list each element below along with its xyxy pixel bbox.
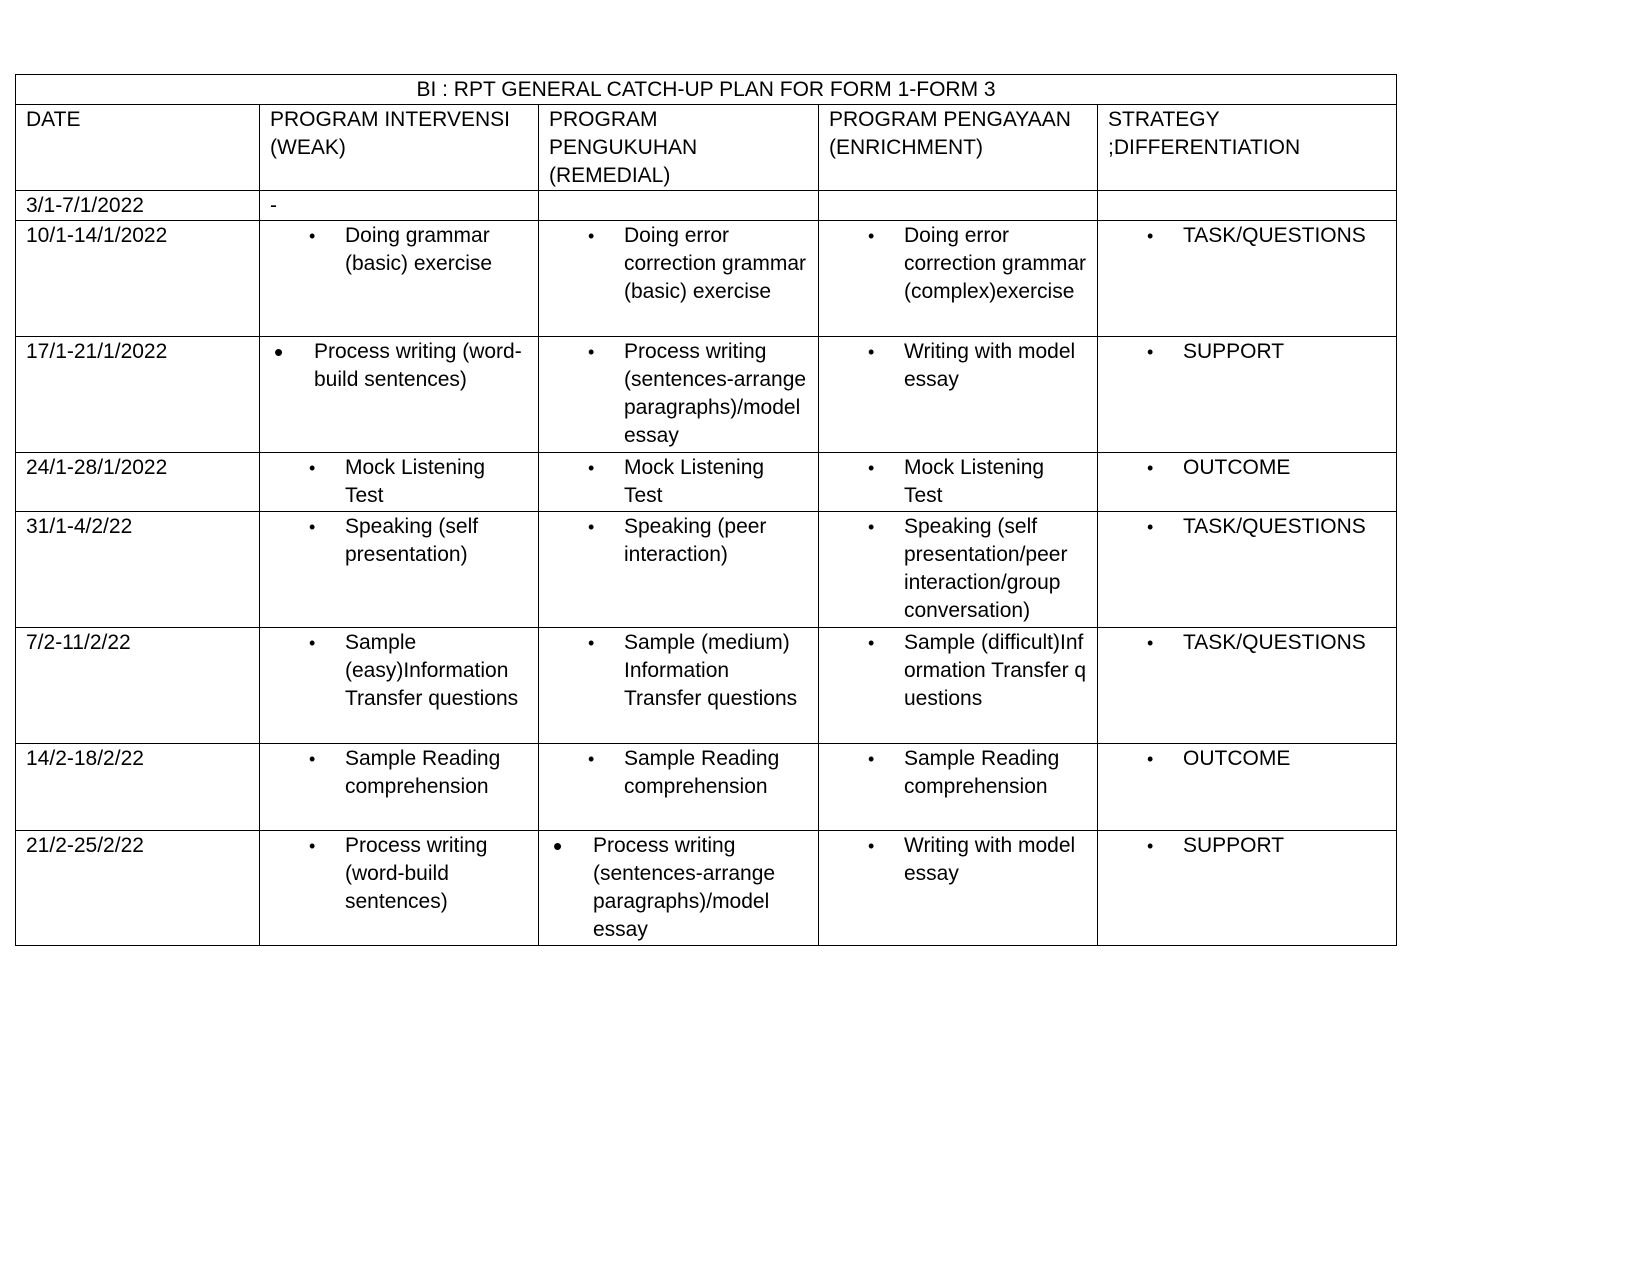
bullet-icon: • xyxy=(309,517,316,537)
bullet-icon: • xyxy=(1147,633,1154,653)
bullet-icon: • xyxy=(1147,749,1154,769)
item-text: TASK/QUESTIONS xyxy=(1183,631,1366,654)
pengayaan-cell xyxy=(819,744,1098,831)
pengukuhan-cell xyxy=(539,744,819,831)
list-item xyxy=(1108,222,1386,250)
pengukuhan-cell xyxy=(539,831,819,946)
bullet-icon: • xyxy=(309,836,316,856)
item-text: Sample (difficult)Information Transfer questions xyxy=(904,631,1087,710)
date-cell: 31/1-4/2/22 xyxy=(16,512,260,628)
pengayaan-cell xyxy=(819,831,1098,946)
list-item xyxy=(829,745,1087,801)
pengayaan-cell xyxy=(819,512,1098,628)
pengukuhan-cell xyxy=(539,512,819,628)
date-cell: 17/1-21/1/2022 xyxy=(16,337,260,453)
list-item xyxy=(270,745,528,801)
strategy-cell xyxy=(1098,512,1397,628)
strategy-cell xyxy=(1098,221,1397,337)
item-text: Process writing (sentences-arrange paragraphs)/model essay xyxy=(624,340,807,447)
item-text: Sample (medium) Information Transfer questions xyxy=(624,631,798,710)
catch-up-plan-table xyxy=(15,74,1397,946)
list-item xyxy=(549,454,808,510)
table-row xyxy=(16,512,1397,628)
item-text: Sample Reading comprehension xyxy=(904,747,1060,798)
bullet-icon: • xyxy=(588,517,595,537)
list-item xyxy=(829,629,1087,713)
item-text: Doing grammar (basic) exercise xyxy=(345,224,493,275)
item-text: SUPPORT xyxy=(1183,340,1285,363)
list-item xyxy=(829,222,1087,306)
list-item xyxy=(1108,629,1386,657)
pengukuhan-cell xyxy=(539,221,819,337)
bullet-icon: • xyxy=(588,342,595,362)
list-item xyxy=(270,454,528,510)
list-item xyxy=(1108,454,1386,482)
item-text: Sample Reading comprehension xyxy=(624,747,780,798)
bullet-icon: • xyxy=(309,633,316,653)
item-text: Writing with model essay xyxy=(904,834,1076,885)
pengayaan-cell xyxy=(819,337,1098,453)
pengayaan-cell xyxy=(819,191,1098,221)
table-row xyxy=(16,191,1397,221)
bullet-icon: • xyxy=(588,633,595,653)
item-text: Process writing (word-build sentences) xyxy=(314,340,522,391)
bullet-icon: • xyxy=(1147,836,1154,856)
item-text: Sample Reading comprehension xyxy=(345,747,501,798)
list-item xyxy=(270,513,528,569)
pengayaan-cell xyxy=(819,221,1098,337)
item-text: TASK/QUESTIONS xyxy=(1183,224,1366,247)
date-cell: 14/2-18/2/22 xyxy=(16,744,260,831)
pengayaan-cell xyxy=(819,628,1098,744)
bullet-icon: • xyxy=(1147,517,1154,537)
item-text: Doing error correction grammar (complex)exercise xyxy=(904,224,1087,303)
list-item xyxy=(1108,338,1386,366)
strategy-cell xyxy=(1098,628,1397,744)
item-text: Sample (easy)Information Transfer questions xyxy=(345,631,519,710)
bullet-icon: • xyxy=(588,226,595,246)
bullet-icon: • xyxy=(588,458,595,478)
bullet-icon: • xyxy=(868,517,875,537)
list-item xyxy=(549,745,808,801)
item-text: Writing with model essay xyxy=(904,340,1076,391)
intervensi-cell: - xyxy=(260,191,539,221)
list-item xyxy=(829,513,1087,625)
strategy-cell xyxy=(1098,337,1397,453)
item-text: OUTCOME xyxy=(1183,747,1291,770)
date-cell: 3/1-7/1/2022 xyxy=(16,191,260,221)
bullet-icon: • xyxy=(1147,342,1154,362)
list-item xyxy=(1108,832,1386,860)
list-item xyxy=(829,832,1087,888)
list-item xyxy=(829,338,1087,394)
date-cell: 10/1-14/1/2022 xyxy=(16,221,260,337)
bullet-icon: • xyxy=(868,226,875,246)
strategy-cell xyxy=(1098,831,1397,946)
item-text: Mock Listening Test xyxy=(624,456,765,507)
table-row xyxy=(16,337,1397,453)
pengukuhan-cell xyxy=(539,191,819,221)
bullet-icon: • xyxy=(274,337,284,367)
item-text: Speaking (self presentation/peer interaction/group conversation) xyxy=(904,515,1068,622)
bullet-icon: • xyxy=(309,749,316,769)
bullet-icon: • xyxy=(868,836,875,856)
strategy-cell xyxy=(1098,191,1397,221)
item-text: Speaking (peer interaction) xyxy=(624,515,767,566)
pengukuhan-cell xyxy=(539,453,819,512)
intervensi-cell xyxy=(260,628,539,744)
item-text: Doing error correction grammar (basic) exercise xyxy=(624,224,807,303)
list-item xyxy=(270,222,528,278)
list-item xyxy=(549,832,808,944)
list-item xyxy=(829,454,1087,510)
item-text: OUTCOME xyxy=(1183,456,1291,479)
pengayaan-cell xyxy=(819,453,1098,512)
intervensi-cell xyxy=(260,831,539,946)
bullet-icon: • xyxy=(868,633,875,653)
item-text: Process writing (word-build sentences) xyxy=(345,834,488,913)
header-date: DATE xyxy=(16,105,260,191)
item-text: Speaking (self presentation) xyxy=(345,515,479,566)
list-item xyxy=(1108,745,1386,773)
strategy-cell xyxy=(1098,744,1397,831)
table-title: BI : RPT GENERAL CATCH-UP PLAN FOR FORM 1-FORM 3 xyxy=(16,75,1397,105)
bullet-icon: • xyxy=(868,342,875,362)
intervensi-cell xyxy=(260,453,539,512)
list-item xyxy=(270,629,528,713)
title-row xyxy=(16,75,1397,105)
list-item xyxy=(270,338,528,394)
header-pengayaan: PROGRAM PENGAYAAN (ENRICHMENT) xyxy=(819,105,1098,191)
pengukuhan-cell xyxy=(539,628,819,744)
item-text: Mock Listening Test xyxy=(904,456,1045,507)
table-row xyxy=(16,744,1397,831)
header-row xyxy=(16,105,1397,191)
bullet-icon: • xyxy=(309,226,316,246)
list-item xyxy=(549,338,808,450)
list-item xyxy=(1108,513,1386,541)
item-text: Mock Listening Test xyxy=(345,456,486,507)
list-item xyxy=(270,832,528,916)
pengukuhan-cell xyxy=(539,337,819,453)
item-text: TASK/QUESTIONS xyxy=(1183,515,1366,538)
table-row xyxy=(16,628,1397,744)
list-item xyxy=(549,513,808,569)
bullet-icon: • xyxy=(588,749,595,769)
list-item xyxy=(549,629,808,713)
list-item xyxy=(549,222,808,306)
item-text: Process writing (sentences-arrange paragraphs)/model essay xyxy=(593,834,776,941)
strategy-cell xyxy=(1098,453,1397,512)
header-strategy: STRATEGY ;DIFFERENTIATION xyxy=(1098,105,1397,191)
bullet-icon: • xyxy=(868,458,875,478)
bullet-icon: • xyxy=(868,749,875,769)
table-row xyxy=(16,221,1397,337)
intervensi-cell xyxy=(260,221,539,337)
bullet-icon: • xyxy=(553,831,563,861)
bullet-icon: • xyxy=(309,458,316,478)
date-cell: 24/1-28/1/2022 xyxy=(16,453,260,512)
header-intervensi: PROGRAM INTERVENSI (WEAK) xyxy=(260,105,539,191)
header-pengukuhan: PROGRAM PENGUKUHAN (REMEDIAL) xyxy=(539,105,819,191)
table-row xyxy=(16,453,1397,512)
date-cell: 21/2-25/2/22 xyxy=(16,831,260,946)
intervensi-cell xyxy=(260,337,539,453)
date-cell: 7/2-11/2/22 xyxy=(16,628,260,744)
table-row xyxy=(16,831,1397,946)
intervensi-cell xyxy=(260,744,539,831)
item-text: SUPPORT xyxy=(1183,834,1285,857)
intervensi-cell xyxy=(260,512,539,628)
bullet-icon: • xyxy=(1147,458,1154,478)
bullet-icon: • xyxy=(1147,226,1154,246)
